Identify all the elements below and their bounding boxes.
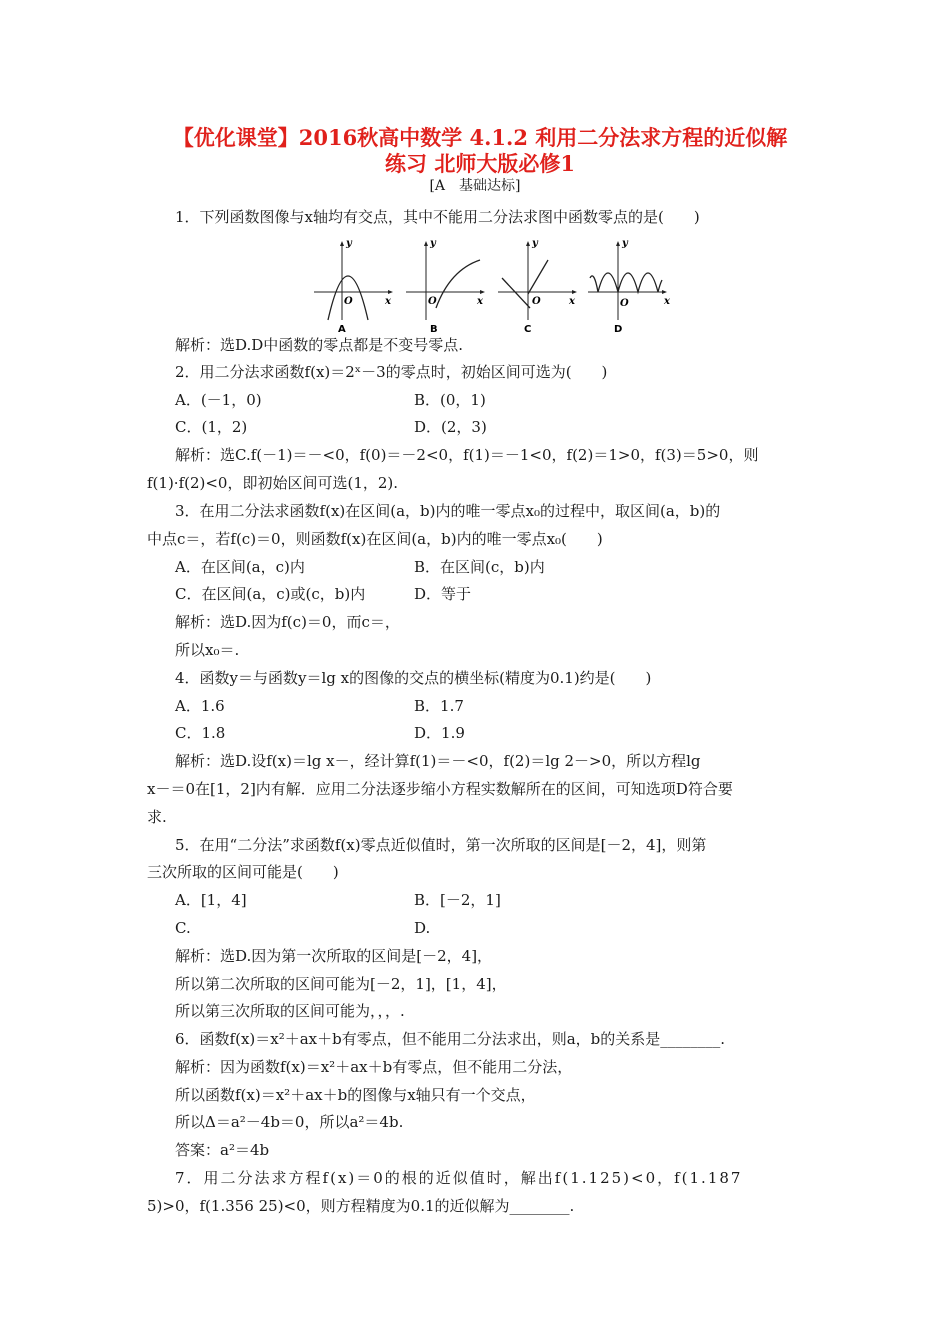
q4-option-a: A．1.6 (175, 697, 225, 715)
figure-d-x-label: x (664, 296, 670, 307)
figure-c-curve-right (528, 260, 548, 294)
figure-a-y-arrow (340, 241, 344, 246)
figure-b (406, 238, 485, 335)
document-title-line1: 【优化课堂】2016秋高中数学 4.1.2 利用二分法求方程的近似解 (172, 125, 788, 150)
solution-5-line2: 所以第二次所取的区间可能为[－2，1]，[1，4]， (175, 975, 507, 993)
figure-b-y-arrow (424, 241, 428, 246)
question-5-line1: 5．在用“二分法”求函数f(x)零点近似值时，第一次所取的区间是[－2，4]，则第 (175, 836, 707, 854)
figure-a-x-arrow (388, 290, 393, 294)
question-6: 6．函数f(x)＝x²＋ax＋b有零点，但不能用二分法求出，则a，b的关系是________. (175, 1030, 726, 1048)
figure-d (588, 238, 671, 335)
figure-b-label: B (430, 324, 438, 335)
question-3-line2: 中点c＝，若f(c)＝0，则函数f(x)在区间(a，b)内的唯一零点x₀( ) (147, 530, 603, 548)
figure-c-origin: O (532, 296, 541, 307)
figure-a-label: A (338, 324, 346, 335)
answer-6: 答案：a²＝4b (175, 1141, 270, 1159)
figure-b-origin: O (428, 296, 437, 307)
solution-2-line1: 解析：选C.f(－1)＝－<0，f(0)＝－2<0，f(1)＝－1<0，f(2)＝1>0，f(3)＝5>0，则 (175, 446, 759, 464)
figure-c-label: C (524, 324, 532, 335)
figure-d-label: D (614, 324, 623, 335)
figure-d-origin: O (620, 298, 629, 309)
figure-c-x-arrow (572, 290, 577, 294)
question-1-figures (312, 232, 682, 338)
figure-a-y-label: y (346, 238, 352, 249)
q3-option-a: A．在区间(a，c)内 (175, 558, 305, 576)
q2-option-b: B．(0，1) (414, 391, 486, 409)
q3-option-d: D．等于 (414, 585, 472, 603)
solution-6-line3: 所以Δ＝a²－4b＝0，所以a²＝4b. (175, 1113, 404, 1131)
solution-3-line1: 解析：选D.因为f(c)＝0，而c＝， (175, 613, 400, 631)
question-3-line1: 3．在用二分法求函数f(x)在区间(a，b)内的唯一零点x₀的过程中，取区间(a，b)的 (175, 502, 721, 520)
solution-4-line2: x－＝0在[1，2]内有解．应用二分法逐步缩小方程实数解所在的区间，可知选项D符合要 (147, 780, 733, 798)
solution-5-line3: 所以第三次所取的区间可能为，，，. (175, 1002, 405, 1020)
figure-b-x-label: x (477, 296, 483, 307)
figure-c-y-label: y (532, 238, 538, 249)
q4-option-b: B．1.7 (414, 697, 464, 715)
solution-6-line1: 解析：因为函数f(x)＝x²＋ax＋b有零点，但不能用二分法， (175, 1058, 573, 1076)
q5-option-b: B．[－2，1] (414, 891, 501, 909)
question-2: 2．用二分法求函数f(x)＝2ˣ－3的零点时，初始区间可选为( ) (175, 363, 608, 381)
figure-d-curve (590, 273, 662, 292)
figure-d-y-arrow (616, 241, 620, 246)
question-1: 1．下列函数图像与x轴均有交点，其中不能用二分法求图中函数零点的是( ) (175, 208, 700, 226)
figure-d-y-label: y (622, 238, 628, 249)
figure-c-curve-left (502, 278, 530, 308)
question-7-line2: 5)>0，f(1.356 25)<0，则方程精度为0.1的近似解为________. (147, 1197, 575, 1215)
solution-5-line1: 解析：选D.因为第一次所取的区间是[－2，4]， (175, 947, 493, 965)
figure-c-x-label: x (569, 296, 575, 307)
q5-option-a: A．[1，4] (175, 891, 247, 909)
question-5-line2: 三次所取的区间可能是( ) (147, 863, 339, 881)
figure-c-y-arrow (526, 241, 530, 246)
question-4: 4．函数y＝与函数y＝lg x的图像的交点的横坐标(精度为0.1)约是( ) (175, 669, 652, 687)
solution-4-line1: 解析：选D.设f(x)＝lg x－，经计算f(1)＝－<0，f(2)＝lg 2－>0，所以方程lg (175, 752, 701, 770)
q2-option-c: C．(1，2) (175, 418, 248, 436)
solution-3-line2: 所以x₀＝. (175, 641, 240, 659)
figure-b-y-label: y (430, 238, 436, 249)
q5-option-c: C. (175, 919, 191, 937)
solution-4-line3: 求. (147, 808, 167, 826)
figure-a (314, 238, 393, 335)
solution-2-line2: f(1)·f(2)<0，即初始区间可选(1，2). (147, 474, 399, 492)
q4-option-c: C．1.8 (175, 724, 226, 742)
solution-6-line2: 所以函数f(x)＝x²＋ax＋b的图像与x轴只有一个交点， (175, 1086, 536, 1104)
q4-option-d: D．1.9 (414, 724, 465, 742)
solution-1: 解析：选D.D中函数的零点都是不变号零点. (175, 336, 464, 354)
figure-b-curve (436, 260, 480, 308)
q3-option-b: B．在区间(c，b)内 (414, 558, 545, 576)
figure-b-x-arrow (480, 290, 485, 294)
q2-option-d: D．(2，3) (414, 418, 487, 436)
question-7-line1: 7．用二分法求方程f(x)＝0的根的近似值时，解出f(1.125)<0，f(1.187 (175, 1169, 743, 1187)
q3-option-c: C．在区间(a，c)或(c，b)内 (175, 585, 366, 603)
figure-a-origin: O (344, 296, 353, 307)
section-level-label: [A 基础达标] (429, 178, 521, 194)
document-title-line2: 练习 北师大版必修1 (385, 151, 575, 176)
figure-d-x-arrow (662, 290, 667, 294)
figure-a-x-label: x (385, 296, 391, 307)
figure-c (498, 238, 577, 335)
q5-option-d: D. (414, 919, 431, 937)
q2-option-a: A．(－1，0) (175, 391, 262, 409)
